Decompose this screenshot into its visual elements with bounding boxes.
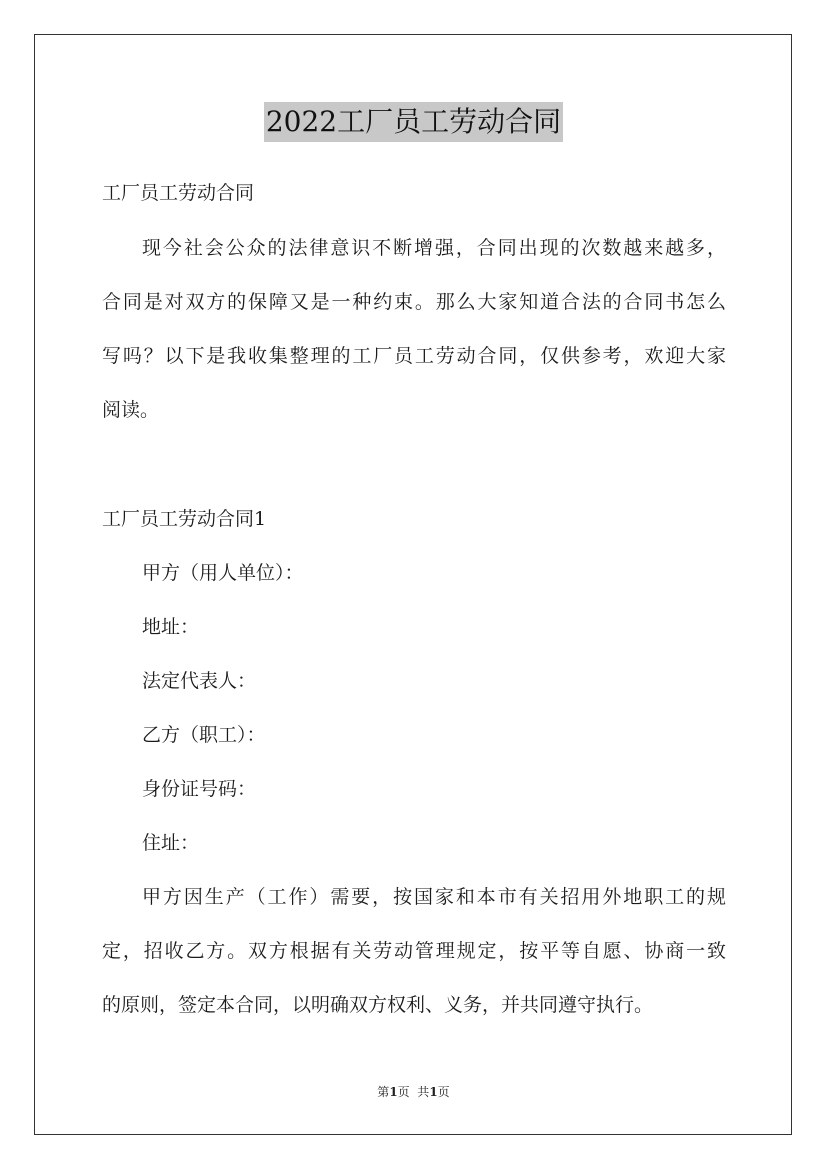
title-container (0, 102, 827, 142)
intro-line-1: 现今社会公众的法律意识不断增强，合同出现的次数越来越多， (142, 237, 726, 259)
field-id-number: 身份证号码： (142, 778, 257, 800)
document-title: 2022工厂员工劳动合同 (264, 102, 563, 142)
body-line-2: 定，招收乙方。双方根据有关劳动管理规定，按平等自愿、协商一致 (102, 940, 726, 962)
footer-page-suffix: 页 (437, 1085, 450, 1099)
footer-page-current: 1 (389, 1085, 398, 1099)
footer-page-total: 1 (429, 1085, 438, 1099)
intro-line-2: 合同是对双方的保障又是一种约束。那么大家知道合法的合同书怎么 (102, 291, 726, 313)
intro-line-4: 阅读。 (102, 399, 160, 421)
field-address: 地址： (142, 616, 200, 638)
field-employee: 乙方（职工）： (142, 724, 266, 746)
footer-page-prefix: 第 (377, 1085, 390, 1099)
field-employer: 甲方（用人单位）： (142, 562, 304, 584)
document-subtitle: 工厂员工劳动合同 (102, 182, 255, 204)
field-legal-representative: 法定代表人： (142, 670, 257, 692)
footer-page-mid: 页 共 (397, 1085, 430, 1099)
body-line-3: 的原则，签定本合同，以明确双方权利、义务，并共同遵守执行。 (102, 994, 654, 1016)
section-heading: 工厂员工劳动合同1 (102, 508, 267, 530)
field-residence: 住址： (142, 832, 200, 854)
body-line-1: 甲方因生产（工作）需要，按国家和本市有关招用外地职工的规 (142, 886, 726, 908)
page-footer (0, 1084, 827, 1100)
intro-line-3: 写吗？以下是我收集整理的工厂员工劳动合同，仅供参考，欢迎大家 (102, 345, 726, 367)
